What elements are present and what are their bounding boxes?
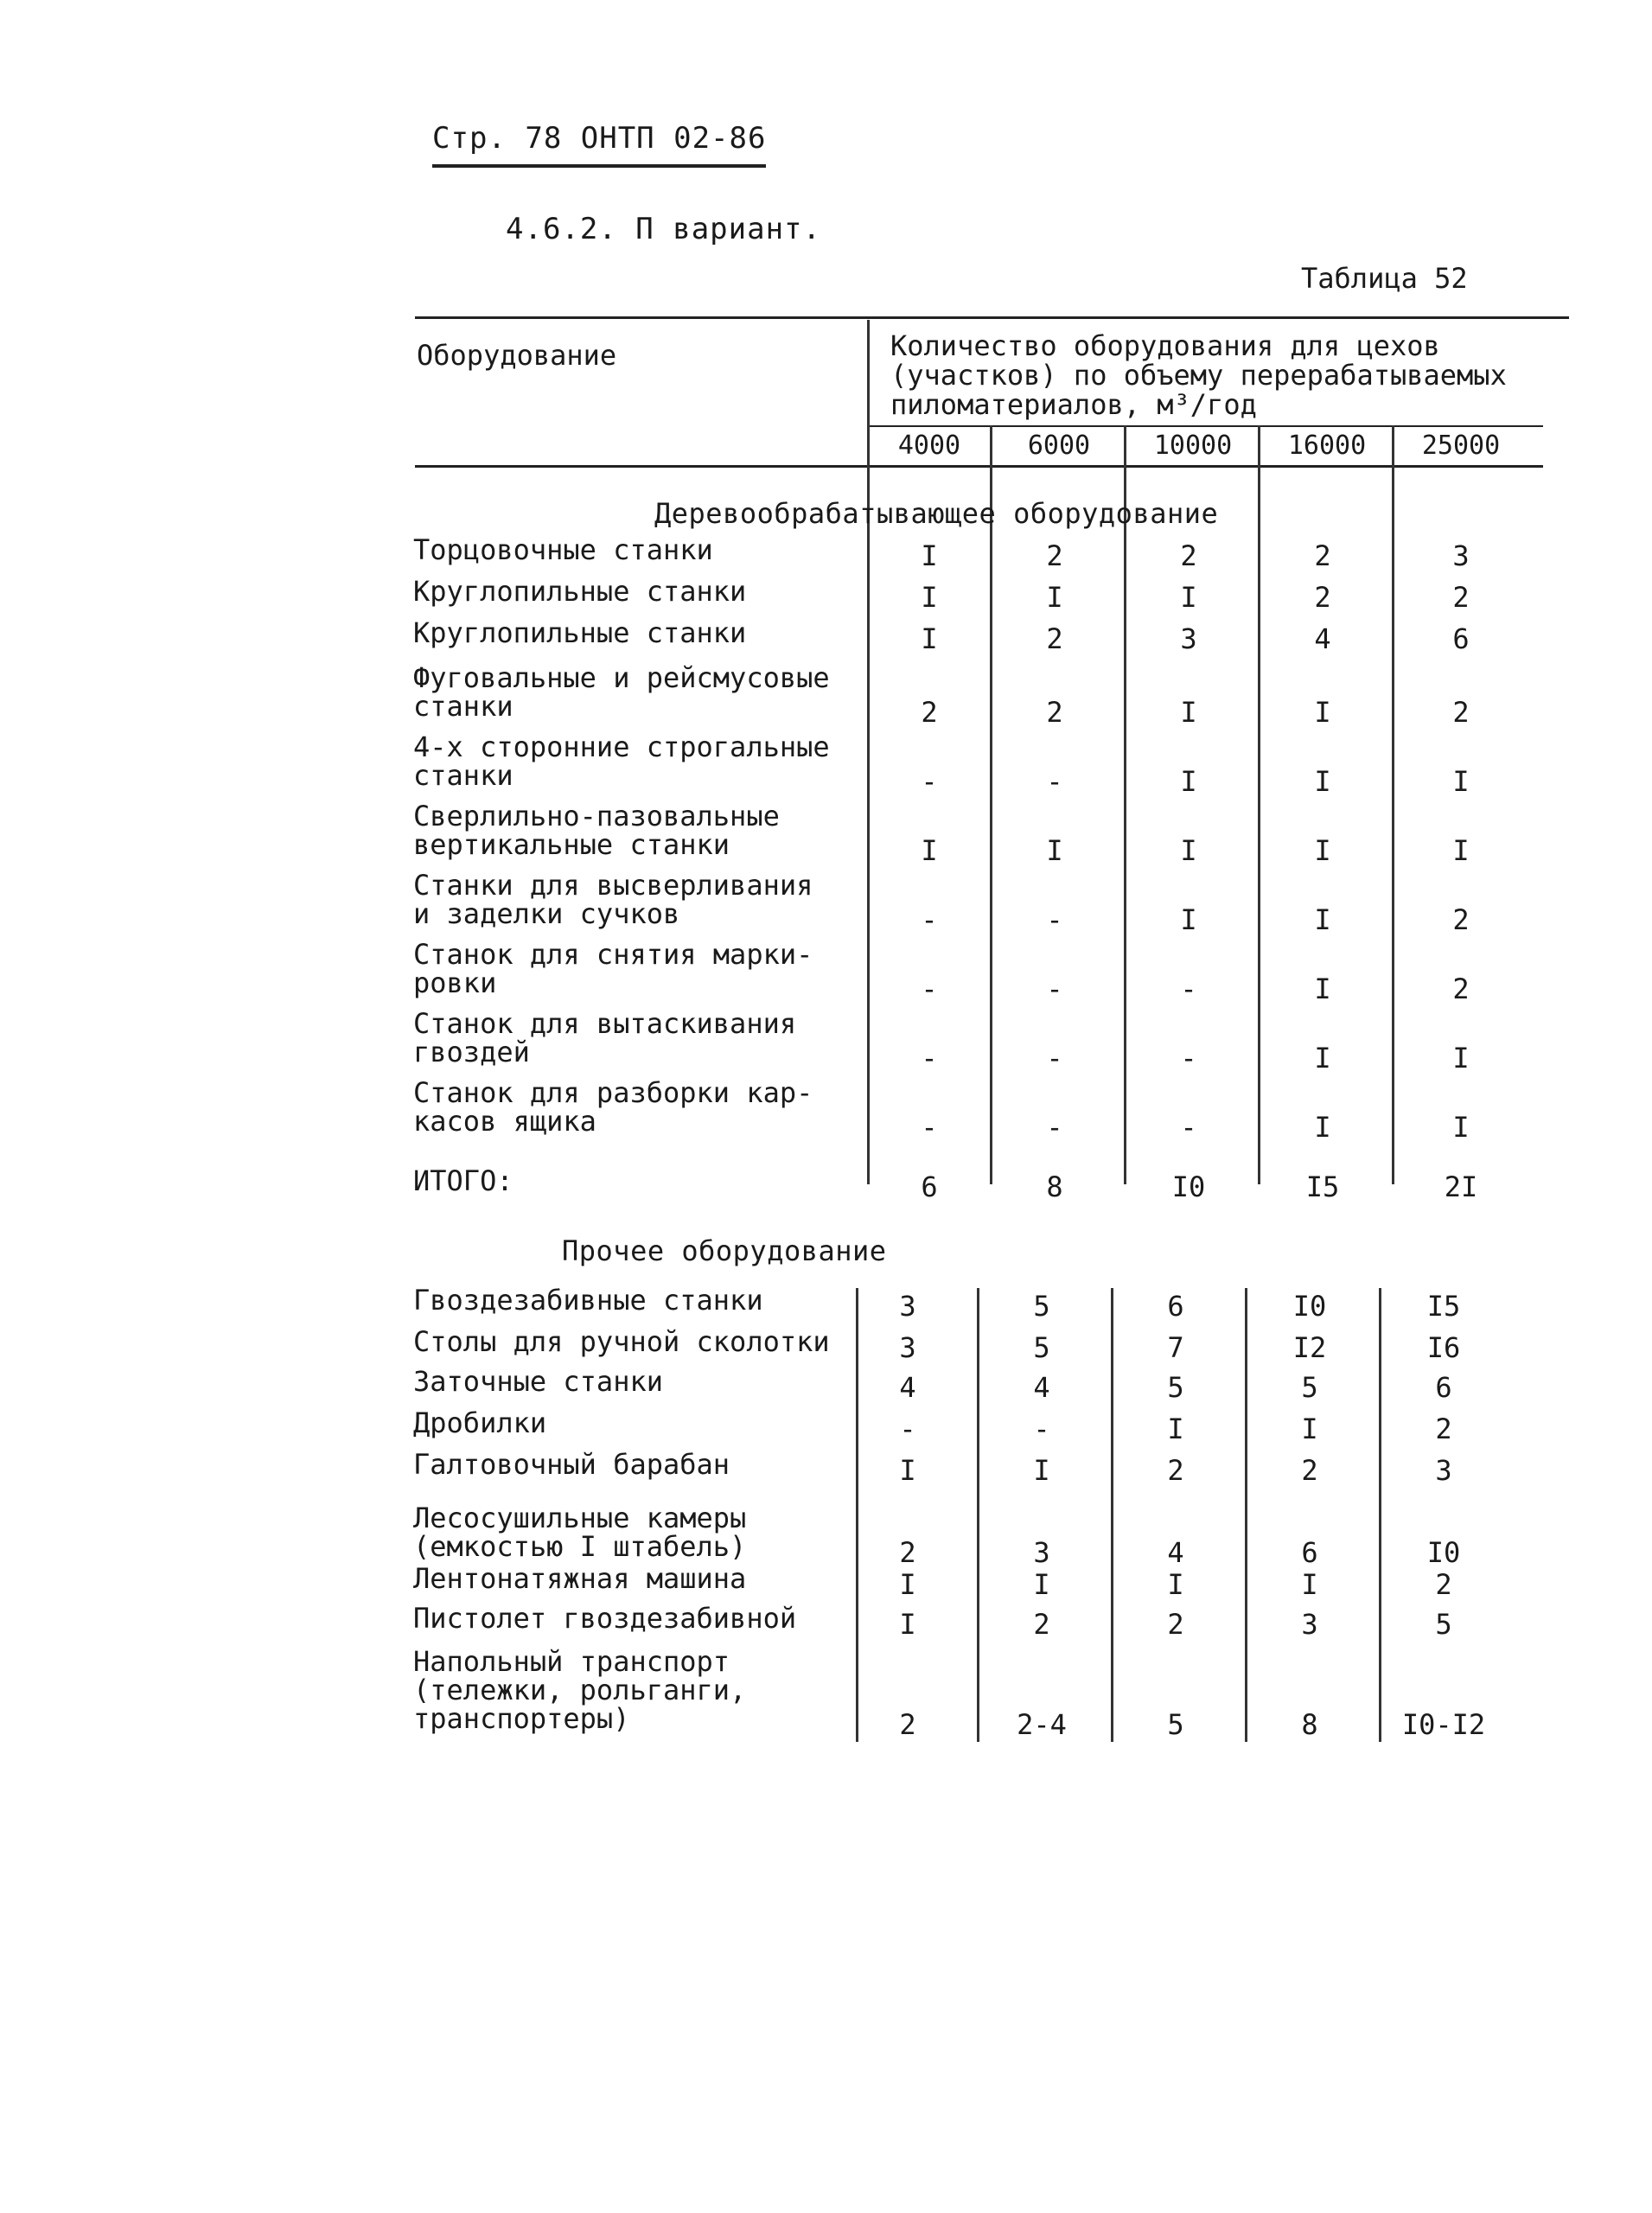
woodworking-row-value: I <box>1314 1111 1331 1144</box>
other-row-value: 6 <box>1435 1371 1452 1404</box>
woodworking-row-value: 2 <box>1046 696 1063 729</box>
other-row-value: I <box>1301 1413 1318 1445</box>
woodworking-row-value: I <box>1314 696 1331 729</box>
other-row-value: 3 <box>1301 1608 1318 1641</box>
woodworking-row-value: - <box>1046 1042 1063 1075</box>
woodworking-row-value: I <box>921 834 938 867</box>
other-row-value: 6 <box>1167 1290 1184 1323</box>
woodworking-row-name: 4-х сторонние строгальные станки <box>413 730 830 792</box>
woodworking-row-name: Торцовочные станки <box>413 533 713 566</box>
woodworking-row-value: - <box>921 765 938 798</box>
other-row-value: 3 <box>899 1290 916 1323</box>
woodworking-row-value: 2 <box>1452 581 1470 614</box>
column-header-6000: 6000 <box>1027 430 1091 461</box>
other-row-name: Дробилки <box>413 1406 547 1439</box>
other-row-value: I <box>1033 1454 1050 1487</box>
woodworking-row-value: 2 <box>921 696 938 729</box>
total-row-value: 2I <box>1444 1170 1478 1203</box>
other-row-value: I5 <box>1426 1290 1461 1323</box>
woodworking-row-value: - <box>921 973 938 1005</box>
other-row-value: I0-I2 <box>1401 1708 1486 1741</box>
other-row-value: 4 <box>1167 1536 1184 1569</box>
equipment-column-header: Оборудование <box>417 339 617 372</box>
other-row-value: I <box>1167 1568 1184 1601</box>
other-row-value: 2 <box>1167 1454 1184 1487</box>
other-row-value: 3 <box>1033 1536 1050 1569</box>
total-row-value: 6 <box>921 1170 938 1203</box>
other-row-value: 5 <box>1301 1371 1318 1404</box>
divider-col-5 <box>1392 425 1394 1184</box>
header-bottom-rule <box>415 465 1543 468</box>
woodworking-row-value: I <box>1314 1042 1331 1075</box>
other-row-name: Галтовочный барабан <box>413 1448 730 1481</box>
woodworking-row-value: I <box>1452 1111 1470 1144</box>
woodworking-row-value: - <box>921 1042 938 1075</box>
woodworking-row-value: - <box>1046 903 1063 936</box>
woodworking-row-value: I <box>1314 834 1331 867</box>
woodworking-row-value: I <box>1180 765 1197 798</box>
other-row-value: 3 <box>1435 1454 1452 1487</box>
other-row-value: I0 <box>1292 1290 1327 1323</box>
other-row-value: I2 <box>1292 1331 1327 1364</box>
other-row-value: 7 <box>1167 1331 1184 1364</box>
other-row-name: Гвоздезабивные станки <box>413 1284 763 1317</box>
quantity-column-header: Количество оборудования для цехов (участков) по объему перерабатываемых пиломатериалов, м³/год <box>890 329 1507 421</box>
other-row-name: Лесосушильные камеры (емкостью I штабель) <box>413 1502 747 1563</box>
woodworking-row-value: 2 <box>1046 539 1063 572</box>
woodworking-row-value: I <box>1180 834 1197 867</box>
other-row-value: I <box>899 1454 916 1487</box>
woodworking-row-name: Станок для вытаскивания гвоздей <box>413 1007 797 1068</box>
woodworking-row-value: - <box>1046 1111 1063 1144</box>
woodworking-row-value: 3 <box>1180 622 1197 655</box>
section-title: 4.6.2. П вариант. <box>506 212 821 246</box>
other-row-name: Пистолет гвоздезабивной <box>413 1602 797 1635</box>
other-row-value: 3 <box>899 1331 916 1364</box>
woodworking-row-value: 2 <box>1452 696 1470 729</box>
woodworking-row-value: 2 <box>1180 539 1197 572</box>
other-row-value: I6 <box>1426 1331 1461 1364</box>
woodworking-row-value: - <box>1180 1042 1197 1075</box>
woodworking-row-name: Сверлильно-пазовальные вертикальные станки <box>413 800 780 861</box>
woodworking-row-value: I <box>1314 765 1331 798</box>
other-row-value: I0 <box>1426 1536 1461 1569</box>
other-row-value: - <box>1033 1413 1050 1445</box>
woodworking-row-name: Круглопильные станки <box>413 616 747 649</box>
table-top-rule <box>415 316 1569 319</box>
woodworking-row-value: I <box>1452 765 1470 798</box>
woodworking-row-value: 4 <box>1314 622 1331 655</box>
other-row-value: 8 <box>1301 1708 1318 1741</box>
woodworking-row-value: I <box>1452 834 1470 867</box>
other-row-name: Лентонатяжная машина <box>413 1562 747 1595</box>
total-row-name: ИТОГО: <box>413 1164 513 1197</box>
other-row-value: 5 <box>1435 1608 1452 1641</box>
woodworking-row-value: 2 <box>1452 973 1470 1005</box>
woodworking-row-value: - <box>921 1111 938 1144</box>
woodworking-row-value: - <box>1180 973 1197 1005</box>
woodworking-row-name: Станки для высверливания и заделки сучков <box>413 869 813 930</box>
other-row-value: I <box>1167 1413 1184 1445</box>
other-row-value: I <box>899 1608 916 1641</box>
column-header-25000: 25000 <box>1421 430 1501 461</box>
other-row-value: 2 <box>899 1708 916 1741</box>
woodworking-row-value: 3 <box>1452 539 1470 572</box>
other-row-name: Заточные станки <box>413 1365 663 1398</box>
other-row-name: Столы для ручной сколотки <box>413 1325 830 1358</box>
woodworking-row-value: 2 <box>1046 622 1063 655</box>
other-row-value: 5 <box>1033 1331 1050 1364</box>
woodworking-row-value: - <box>1046 765 1063 798</box>
woodworking-row-value: 2 <box>1452 903 1470 936</box>
other-row-value: 2 <box>1435 1413 1452 1445</box>
group-title-other: Прочее оборудование <box>562 1234 887 1267</box>
other-row-value: 5 <box>1033 1290 1050 1323</box>
woodworking-row-name: Станок для разборки кар- касов ящика <box>413 1076 813 1138</box>
woodworking-row-value: - <box>921 903 938 936</box>
woodworking-row-value: - <box>1180 1111 1197 1144</box>
column-header-16000: 16000 <box>1287 430 1367 461</box>
other-row-value: 2 <box>1435 1568 1452 1601</box>
other-row-value: I <box>1033 1568 1050 1601</box>
other-row-value: 5 <box>1167 1371 1184 1404</box>
column-header-4000: 4000 <box>897 430 961 461</box>
page-header: Стр. 78 ОНТП 02-86 <box>432 121 766 168</box>
table-caption: Таблица 52 <box>1301 262 1468 295</box>
woodworking-row-value: 2 <box>1314 539 1331 572</box>
other-row-value: 2 <box>899 1536 916 1569</box>
other-row-value: 4 <box>1033 1371 1050 1404</box>
woodworking-row-value: I <box>1180 903 1197 936</box>
other-row-value: 5 <box>1167 1708 1184 1741</box>
woodworking-row-value: I <box>1314 973 1331 1005</box>
column-header-rule <box>869 425 1543 427</box>
other-row-value: - <box>899 1413 916 1445</box>
woodworking-row-value: I <box>1452 1042 1470 1075</box>
woodworking-row-value: - <box>1046 973 1063 1005</box>
other-row-value: 2 <box>1167 1608 1184 1641</box>
other-row-value: I <box>1301 1568 1318 1601</box>
woodworking-row-value: I <box>1180 581 1197 614</box>
other-row-value: 2-4 <box>1017 1708 1067 1741</box>
woodworking-row-value: 6 <box>1452 622 1470 655</box>
other-row-value: I <box>899 1568 916 1601</box>
woodworking-row-value: 2 <box>1314 581 1331 614</box>
other-row-value: 2 <box>1033 1608 1050 1641</box>
total-row-value: 8 <box>1046 1170 1063 1203</box>
woodworking-row-value: I <box>921 622 938 655</box>
woodworking-row-value: I <box>921 539 938 572</box>
group-title-woodworking: Деревообрабатывающее оборудование <box>654 497 1219 530</box>
column-header-10000: 10000 <box>1153 430 1233 461</box>
other-row-value: 2 <box>1301 1454 1318 1487</box>
woodworking-row-name: Круглопильные станки <box>413 575 747 608</box>
woodworking-row-value: I <box>1046 834 1063 867</box>
total-row-value: I0 <box>1171 1170 1206 1203</box>
woodworking-row-value: I <box>921 581 938 614</box>
woodworking-row-name: Станок для снятия марки- ровки <box>413 938 813 999</box>
woodworking-row-value: I <box>1180 696 1197 729</box>
woodworking-row-name: Фуговальные и рейсмусовые станки <box>413 661 830 723</box>
other-row-name: Напольный транспорт (тележки, рольганги, транспортеры) <box>413 1645 747 1735</box>
woodworking-row-value: I <box>1046 581 1063 614</box>
other-row-value: 4 <box>899 1371 916 1404</box>
total-row-value: I5 <box>1305 1170 1340 1203</box>
other-row-value: 6 <box>1301 1536 1318 1569</box>
woodworking-row-value: I <box>1314 903 1331 936</box>
